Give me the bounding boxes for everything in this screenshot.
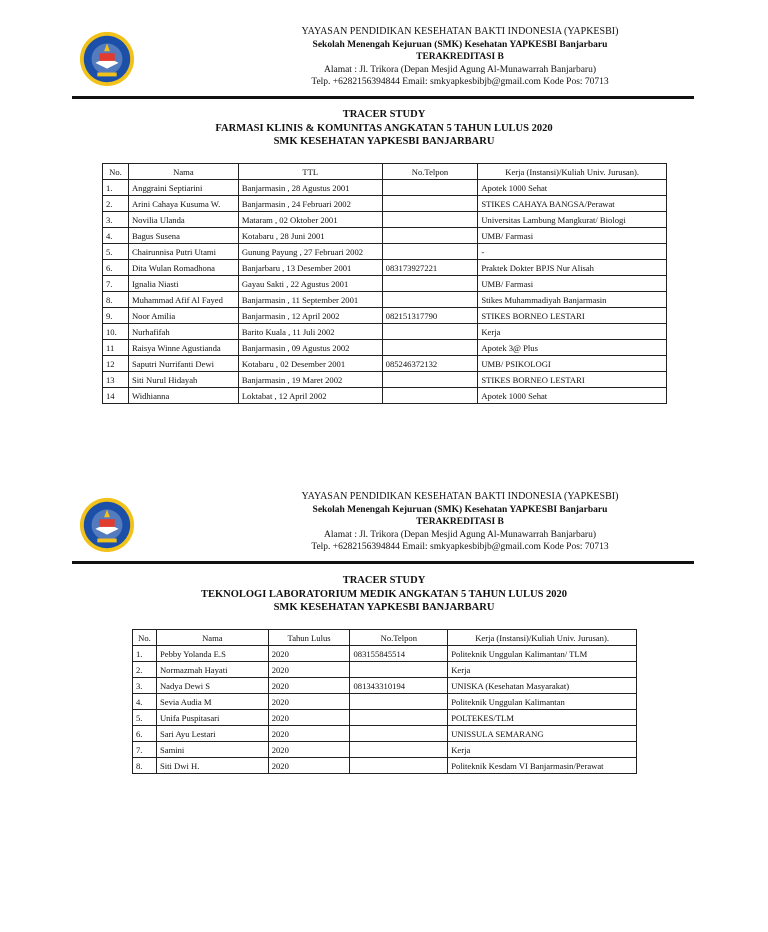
foundation-name: YAYASAN PENDIDIKAN KESEHATAN BAKTI INDONESIA (YAPKESBI) [301, 491, 619, 502]
table-cell [382, 196, 478, 212]
table-row [103, 276, 667, 292]
table-cell: 2020 [268, 694, 350, 710]
table-cell [350, 710, 448, 726]
table-row [103, 308, 667, 324]
table-cell: 11 [103, 340, 129, 356]
column-header: Nama [128, 164, 238, 180]
table-cell: Loktabat , 12 April 2002 [238, 388, 382, 404]
table-cell: 8. [103, 292, 129, 308]
table-cell [350, 726, 448, 742]
table-cell: Banjarbaru , 13 Desember 2001 [238, 260, 382, 276]
header-rule [72, 96, 694, 99]
table-cell: 2020 [268, 662, 350, 678]
table-cell: 1. [133, 646, 157, 662]
table-cell: 8. [133, 758, 157, 774]
contact: Telp. +6282156394844 Email: smkyapkesbibjb@gmail.com Kode Pos: 70713 [311, 542, 609, 552]
table-cell: Kerja [448, 742, 637, 758]
table-row [103, 324, 667, 340]
table-cell: STIKES BORNEO LESTARI [478, 308, 667, 324]
table-cell: 2. [103, 196, 129, 212]
table-cell [382, 292, 478, 308]
table-cell: Gunung Payung , 27 Februari 2002 [238, 244, 382, 260]
table-cell: 2020 [268, 742, 350, 758]
table-row [133, 678, 637, 694]
column-header: Tahun Lulus [268, 630, 350, 646]
table-cell [350, 694, 448, 710]
tracer-table-farmasi [102, 163, 667, 404]
table-cell: 081343310194 [350, 678, 448, 694]
foundation-name: YAYASAN PENDIDIKAN KESEHATAN BAKTI INDONESIA (YAPKESBI) [301, 26, 619, 37]
column-header: Nama [156, 630, 268, 646]
table-cell: Sari Ayu Lestari [156, 726, 268, 742]
table-cell [382, 324, 478, 340]
table-row [133, 646, 637, 662]
table-cell: Noor Amilia [128, 308, 238, 324]
table-cell: Nurhafifah [128, 324, 238, 340]
table-cell: Politeknik Unggulan Kalimantan [448, 694, 637, 710]
table-cell: Praktek Dokter BPJS Nur Alisah [478, 260, 667, 276]
table-row [103, 212, 667, 228]
table-cell: Novilia Ulanda [128, 212, 238, 228]
accreditation: TERAKREDITASI B [416, 52, 504, 62]
table-cell: Widhianna [128, 388, 238, 404]
table-cell: 085246372132 [382, 356, 478, 372]
table-header-row [103, 164, 667, 180]
table-row [103, 244, 667, 260]
table-cell: Bagus Susena [128, 228, 238, 244]
table-cell: Universitas Lambung Mangkurat/ Biologi [478, 212, 667, 228]
tracer-table-tlm [132, 629, 637, 774]
table-cell: - [478, 244, 667, 260]
table-row [103, 228, 667, 244]
table-cell [350, 662, 448, 678]
column-header: Kerja (Instansi)/Kuliah Univ. Jurusan). [448, 630, 637, 646]
table-cell: 13 [103, 372, 129, 388]
table-cell: Stikes Muhammadiyah Banjarmasin [478, 292, 667, 308]
table-cell: Kerja [448, 662, 637, 678]
school-name: Sekolah Menengah Kejuruan (SMK) Kesehatan YAPKESBI Banjarbaru [312, 39, 608, 50]
table-cell: 14 [103, 388, 129, 404]
table-cell: STIKES BORNEO LESTARI [478, 372, 667, 388]
table-row [103, 340, 667, 356]
letterhead [180, 26, 740, 89]
table-row [103, 372, 667, 388]
title-line-3: SMK KESEHATAN YAPKESBI BANJARBARU [273, 136, 495, 147]
column-header: No.Telpon [382, 164, 478, 180]
title-line-3: SMK KESEHATAN YAPKESBI BANJARBARU [273, 602, 495, 613]
table-cell [382, 180, 478, 196]
table-cell: Chairunnisa Putri Utami [128, 244, 238, 260]
table-cell [350, 758, 448, 774]
table-row [103, 196, 667, 212]
table-cell: Apotek 1000 Sehat [478, 388, 667, 404]
contact: Telp. +6282156394844 Email: smkyapkesbibjb@gmail.com Kode Pos: 70713 [311, 77, 609, 87]
table-cell: Politeknik Kesdam VI Banjarmasin/Perawat [448, 758, 637, 774]
table-cell: Mataram , 02 Oktober 2001 [238, 212, 382, 228]
table-cell: 10. [103, 324, 129, 340]
table-row [133, 694, 637, 710]
table-cell: 083155845514 [350, 646, 448, 662]
table-cell: 6. [103, 260, 129, 276]
table-row [103, 180, 667, 196]
table-row [133, 726, 637, 742]
table-cell: 12 [103, 356, 129, 372]
table-cell [382, 212, 478, 228]
table-row [133, 758, 637, 774]
column-header: No.Telpon [350, 630, 448, 646]
table-cell: Anggraini Septiarini [128, 180, 238, 196]
table-cell [382, 228, 478, 244]
address: Alamat : Jl. Trikora (Depan Mesjid Agung Al-Munawarrah Banjarbaru) [323, 64, 597, 75]
table-cell: Banjarmasin , 28 Agustus 2001 [238, 180, 382, 196]
header-rule [72, 561, 694, 564]
table-cell: Sevia Audia M [156, 694, 268, 710]
table-cell: Banjarmasin , 19 Maret 2002 [238, 372, 382, 388]
table-cell: Siti Nurul Hidayah [128, 372, 238, 388]
table-cell: Gayau Sakti , 22 Agustus 2001 [238, 276, 382, 292]
table-cell: 082151317790 [382, 308, 478, 324]
title-line-1: TRACER STUDY [342, 109, 426, 120]
table-cell: Saputri Nurrifanti Dewi [128, 356, 238, 372]
table-cell: Kotabaru , 28 Juni 2001 [238, 228, 382, 244]
table-header-row [133, 630, 637, 646]
table-cell: Samini [156, 742, 268, 758]
table-cell: Raisya Winne Agustianda [128, 340, 238, 356]
table-cell: Barito Kuala , 11 Juli 2002 [238, 324, 382, 340]
accreditation: TERAKREDITASI B [416, 517, 504, 527]
table-row [103, 260, 667, 276]
table-cell: 7. [103, 276, 129, 292]
table-cell: Dita Wulan Romadhona [128, 260, 238, 276]
address: Alamat : Jl. Trikora (Depan Mesjid Agung Al-Munawarrah Banjarbaru) [323, 529, 597, 540]
section-title [0, 574, 768, 615]
table-cell: 2020 [268, 646, 350, 662]
table-cell [382, 276, 478, 292]
table-cell [382, 340, 478, 356]
table-row [103, 292, 667, 308]
table-cell: Banjarmasin , 12 April 2002 [238, 308, 382, 324]
table-cell: Apotek 1000 Sehat [478, 180, 667, 196]
column-header: No. [103, 164, 129, 180]
table-cell: Banjarmasin , 24 Februari 2002 [238, 196, 382, 212]
table-cell: 4. [133, 694, 157, 710]
school-name: Sekolah Menengah Kejuruan (SMK) Kesehatan YAPKESBI Banjarbaru [312, 504, 608, 515]
table-cell [350, 742, 448, 758]
table-cell: 2020 [268, 726, 350, 742]
school-logo [78, 30, 136, 88]
title-line-2: TEKNOLOGI LABORATORIUM MEDIK ANGKATAN 5 TAHUN LULUS 2020 [200, 588, 568, 600]
table-cell: Arini Cahaya Kusuma W. [128, 196, 238, 212]
table-cell [382, 388, 478, 404]
table-row [133, 742, 637, 758]
table-cell: Ignalia Niasti [128, 276, 238, 292]
table-cell: 083173927221 [382, 260, 478, 276]
table-cell: UMB/ Farmasi [478, 228, 667, 244]
table-cell: 5. [133, 710, 157, 726]
table-cell: STIKES CAHAYA BANGSA/Perawat [478, 196, 667, 212]
table-row [103, 356, 667, 372]
table-cell: POLTEKES/TLM [448, 710, 637, 726]
table-cell: Politeknik Unggulan Kalimantan/ TLM [448, 646, 637, 662]
table-cell: UMB/ PSIKOLOGI [478, 356, 667, 372]
table-cell [382, 244, 478, 260]
table-cell: 2020 [268, 710, 350, 726]
table-cell: Banjarmasin , 11 September 2001 [238, 292, 382, 308]
section-title [0, 108, 768, 149]
table-cell: UNISKA (Kesehatan Masyarakat) [448, 678, 637, 694]
table-cell [382, 372, 478, 388]
table-cell: 3. [103, 212, 129, 228]
table-row [133, 710, 637, 726]
table-row [133, 662, 637, 678]
table-cell: Kotabaru , 02 Desember 2001 [238, 356, 382, 372]
table-cell: Unifa Puspitasari [156, 710, 268, 726]
table-cell: 2020 [268, 678, 350, 694]
table-cell: 3. [133, 678, 157, 694]
table-cell: 2020 [268, 758, 350, 774]
table-cell: 5. [103, 244, 129, 260]
table-cell: Banjarmasin , 09 Agustus 2002 [238, 340, 382, 356]
title-line-2: FARMASI KLINIS & KOMUNITAS ANGKATAN 5 TAHUN LULUS 2020 [215, 122, 553, 134]
table-cell: Apotek 3@ Plus [478, 340, 667, 356]
column-header: TTL [238, 164, 382, 180]
table-cell: 6. [133, 726, 157, 742]
table-cell: Kerja [478, 324, 667, 340]
school-logo [78, 496, 136, 554]
column-header: No. [133, 630, 157, 646]
table-row [103, 388, 667, 404]
table-cell: 2. [133, 662, 157, 678]
table-cell: UNISSULA SEMARANG [448, 726, 637, 742]
title-line-1: TRACER STUDY [342, 575, 426, 586]
table-cell: Normazmah Hayati [156, 662, 268, 678]
letterhead [180, 491, 740, 554]
table-cell: Pebby Yolanda E.S [156, 646, 268, 662]
table-cell: 4. [103, 228, 129, 244]
column-header: Kerja (Instansi)/Kuliah Univ. Jurusan). [478, 164, 667, 180]
table-cell: 1. [103, 180, 129, 196]
table-cell: UMB/ Farmasi [478, 276, 667, 292]
table-cell: Nadya Dewi S [156, 678, 268, 694]
table-cell: Siti Dwi H. [156, 758, 268, 774]
table-cell: 7. [133, 742, 157, 758]
table-cell: 9. [103, 308, 129, 324]
table-cell: Muhammad Afif Al Fayed [128, 292, 238, 308]
